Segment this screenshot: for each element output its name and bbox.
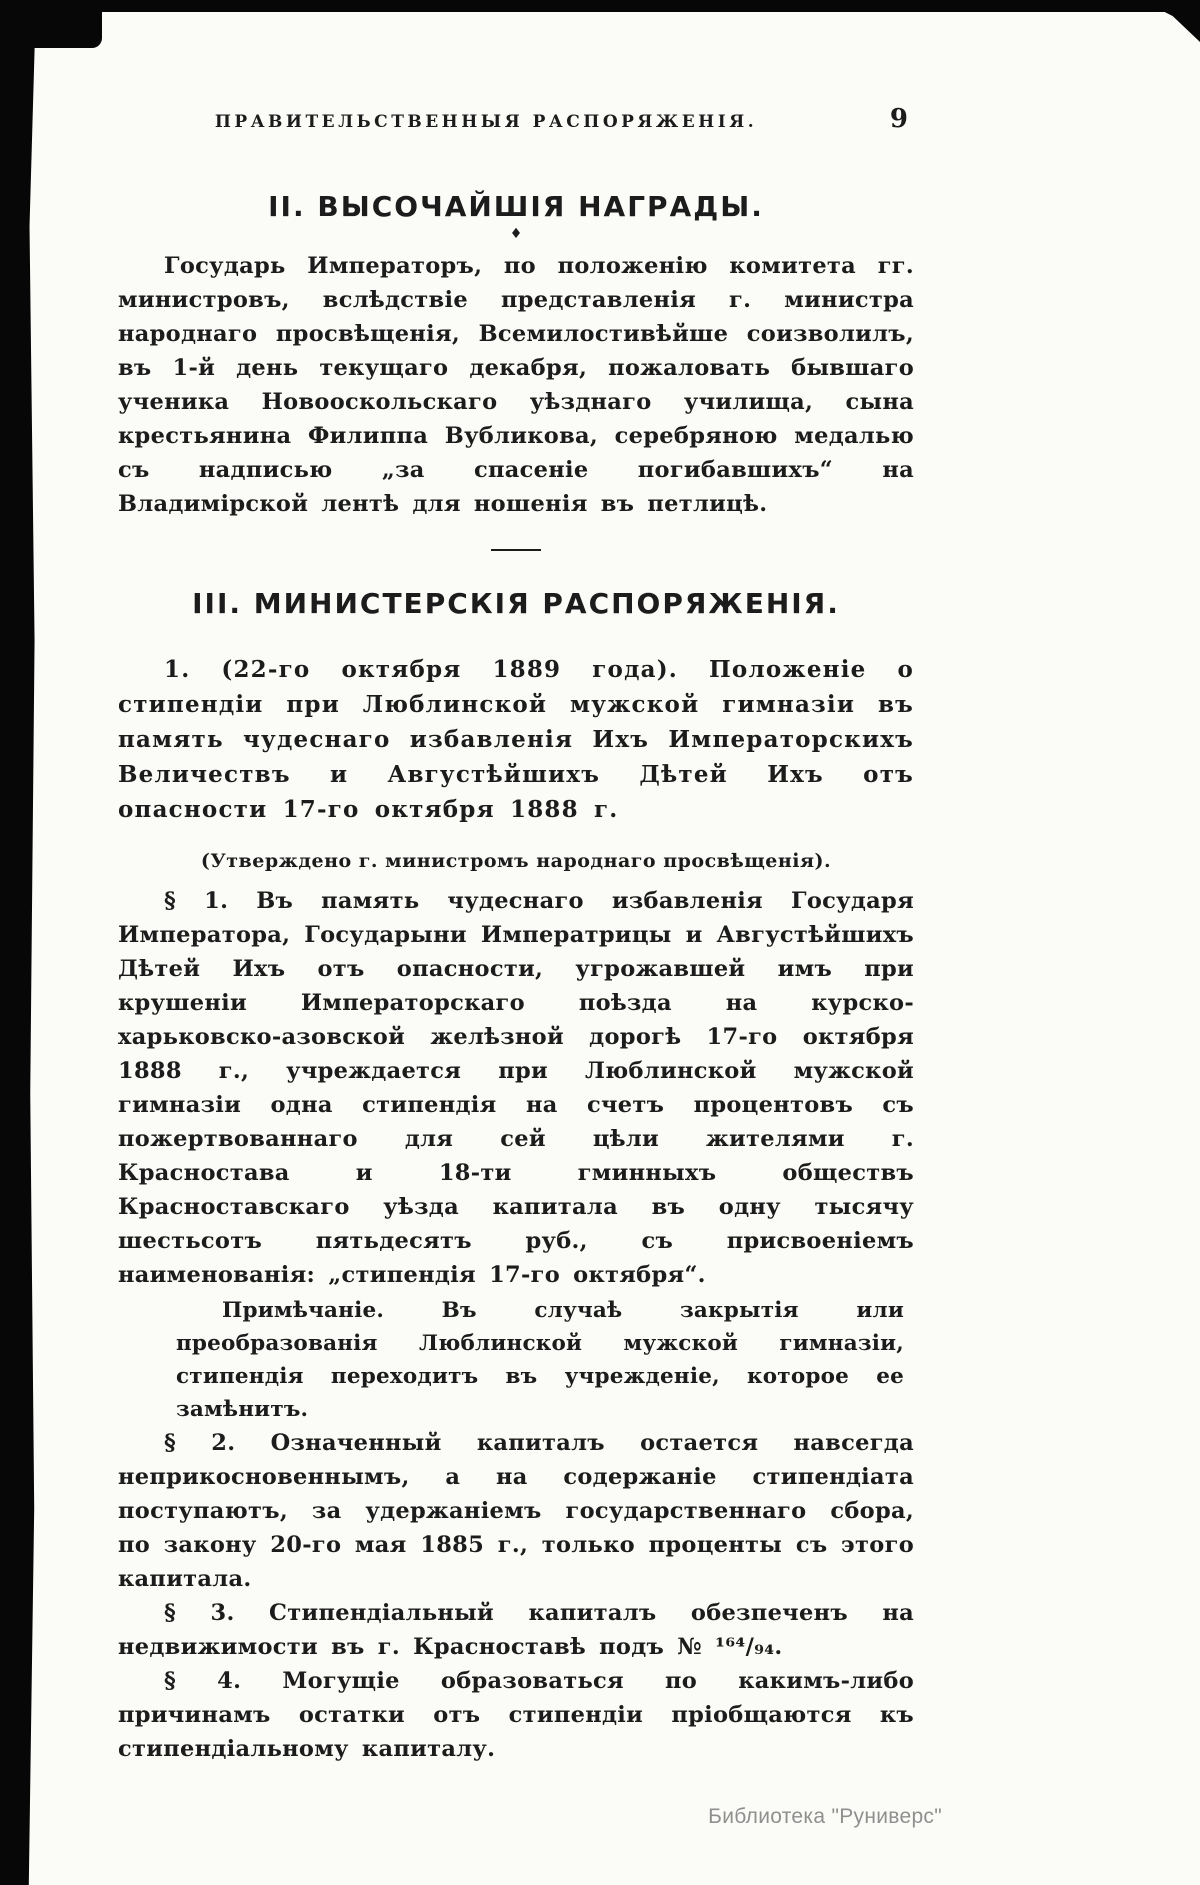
page-header [118, 104, 914, 146]
decree-title-paragraph: 1. (22-го октября 1889 года). Положеніе о стипендіи при Люблинской мужской гимназіи въ память чудеснаго избавленія Ихъ Императорскихъ Величествъ и Августѣйшихъ Дѣтей Ихъ отъ опасности 17-го октября 1888 г. [118, 656, 914, 823]
page-content [118, 0, 914, 1766]
library-watermark: Библиотека "Руниверс" [708, 1805, 942, 1828]
running-head: ПРАВИТЕЛЬСТВЕННЫЯ РАСПОРЯЖЕНІЯ. [214, 112, 758, 132]
section-ii-heading: II. ВЫСОЧАЙШІЯ НАГРАДЫ. [268, 190, 764, 223]
section-divider [491, 549, 541, 551]
scan-edge-left [0, 0, 36, 1885]
paragraph-section-2: § 2. Означенный капиталъ остается навсегда неприкосновеннымъ, а на содержаніе стипендіата поступаютъ, за удержаніемъ государственнаго сбора, по закону 20-го мая 1885 г., только проценты съ этого капитала. [118, 1430, 914, 1592]
scan-corner-top-left [0, 0, 102, 48]
paragraph-section-4: § 4. Могущіе образоваться по какимъ-либо причинамъ остатки отъ стипендіи пріобщаются къ стипендіальному капиталу. [118, 1668, 914, 1762]
fleuron-ornament-icon: ♦ [509, 226, 523, 242]
paragraph-section-1: § 1. Въ память чудеснаго избавленія Государя Императора, Государыни Императрицы и Августѣйшихъ Дѣтей Ихъ отъ опасности, угрожавшей имъ при крушеніи Императорскаго поѣзда на курско-харьковско-азовской желѣзной дорогѣ 17-го октября 1888 г., учреждается при Люблинской мужской гимназіи одна стипендія на счетъ процентовъ съ пожертвованнаго для сей цѣли жителями г. Красностава и 18-ти гминныхъ обществъ Красноставскаго уѣзда капитала въ одну тысячу шестьсотъ пятьдесятъ руб., съ присвоеніемъ наименованія: „стипендія 17-го октября“. [118, 888, 914, 1288]
awards-paragraph: Государь Императоръ, по положенію комитета гг. министровъ, вслѣдствіе представленія г. министра народнаго просвѣщенія, Всемилостивѣйше соизволилъ, въ 1-й день текущаго декабря, пожаловать бывшаго ученика Новооскольскаго уѣзднаго училища, сына крестьянина Филиппа Вубликова, серебряною медалью съ надписью „за спасеніе погибавшихъ“ на Владимірской лентѣ для ношенія въ петлицѣ. [118, 253, 914, 517]
paragraph-section-3: § 3. Стипендіальный капиталъ обезпеченъ на недвижимости въ г. Красноставѣ подъ № ¹⁶⁴/₉₄. [118, 1600, 914, 1660]
section-iii-heading: III. МИНИСТЕРСКІЯ РАСПОРЯЖЕНІЯ. [192, 587, 840, 620]
page-number: 9 [889, 104, 908, 134]
note-paragraph: Примѣчаніе. Въ случаѣ закрытія или преобразованія Люблинской мужской гимназіи, стипендія переходитъ въ учрежденіе, которое ее замѣнитъ. [176, 1298, 904, 1422]
approval-note: (Утверждено г. министромъ народнаго просвѣщенія). [200, 850, 832, 872]
